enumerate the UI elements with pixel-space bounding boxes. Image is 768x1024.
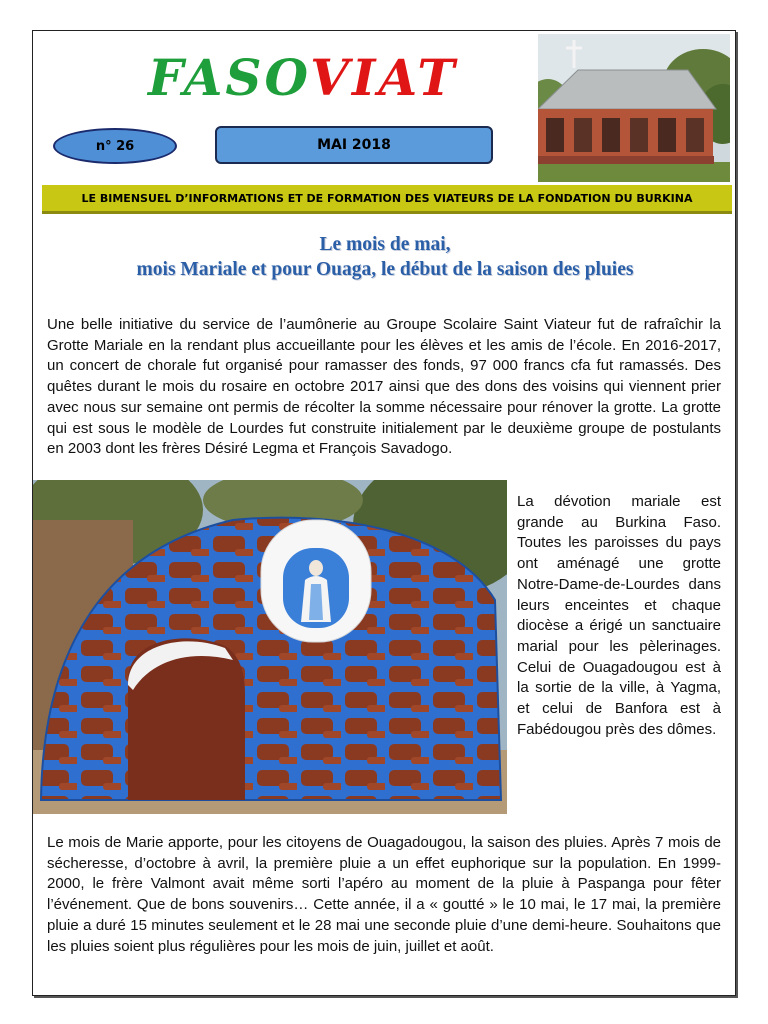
title-faso: FASO [148, 48, 311, 107]
headline-line-1: Le mois de mai, [319, 234, 451, 255]
title-viat: VIAT [310, 48, 458, 107]
issue-number-badge: n° 26 [53, 128, 177, 164]
issue-date-box: MAI 2018 [215, 126, 493, 164]
article-headline [40, 232, 730, 282]
article-paragraph-3: Le mois de Marie apporte, pour les citoyens de Ouagadougou, la saison des pluies. Après 7 mois de sécheresse, d’octobre à avril, la première pluie a un effet euphorique sur la population. En 1999-2000, le frère Valmont avait même sorti l’apéro au moment de la pluie à Paspanga pour fêter l’événement. Que de bons souvenirs… Cette année, il a « goutté » le 10 mai, le 17 mai, la première pluie a duré 15 minutes seulement et le 28 mai une seconde pluie d’une demi-heure. Souhaitons que les pluies soient plus régulières pour les mois de juin, juillet et août. [47, 834, 721, 955]
headline-line-2: mois Mariale et pour Ouaga, le début de la saison des pluies [136, 259, 634, 280]
grotto-photo [33, 480, 507, 814]
subtitle-band: LE BIMENSUEL D’INFORMATIONS ET DE FORMATION DES VIATEURS DE LA FONDATION DU BURKINA [42, 185, 732, 214]
article-paragraph-1: Une belle initiative du service de l’aumônerie au Groupe Scolaire Saint Viateur fut de rafraîchir la Grotte Mariale en la rendant plus accueillante pour les élèves et les amis de l’école. En 2016-2017, un concert de chorale fut organisé pour ramasser des fonds, 97 000 francs cfa fut ramassés. Des quêtes durant le mois du rosaire en octobre 2017 ainsi que des dons des voisins qui viennent prier avec nous sur semaine ont permis de récolter la somme nécessaire pour rénover la grotte. La grotte qui est sous le modèle de Lourdes fut construite initialement par le deuxième groupe de postulants en 2003 dont les frères Désiré Legma et François Savadogo. [47, 316, 721, 458]
chapel-illustration [538, 34, 730, 182]
grotto-illustration [33, 480, 507, 814]
chapel-photo [538, 34, 730, 182]
newsletter-title [148, 48, 458, 108]
article-paragraph-2: La dévotion mariale est grande au Burkina Faso. Toutes les paroisses du pays ont aménagé une grotte Notre-Dame-de-Lourdes dans leurs enceintes et chaque diocèse a érigé un sanctuaire marial pour les pèlerinages. Celui de Ouagadougou est à la sortie de la ville, à Yagma, et celui de Banfora est à Fabédougou près des dômes. [517, 493, 721, 738]
